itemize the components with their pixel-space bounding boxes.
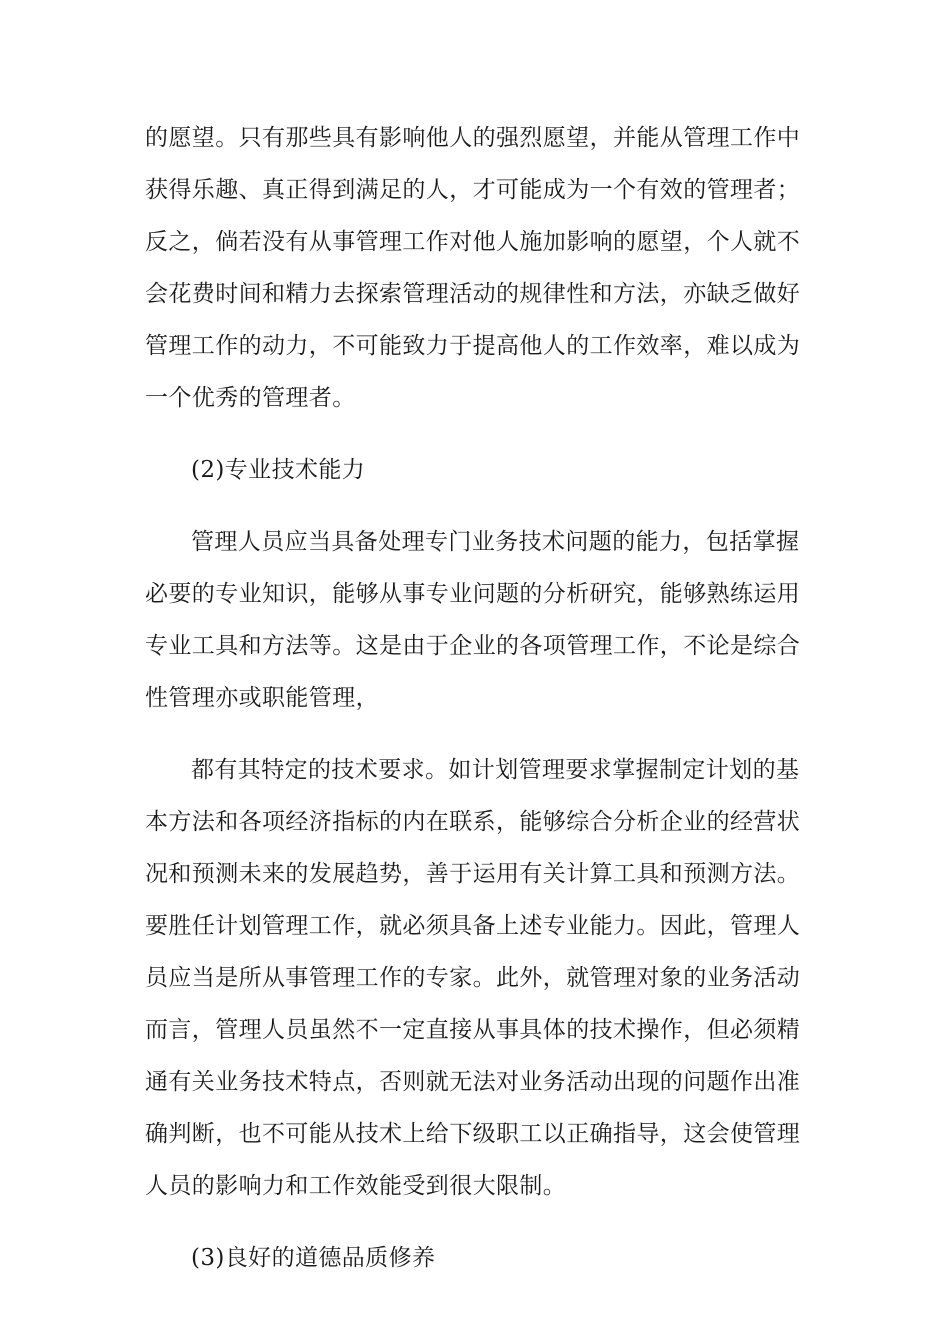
text-line: 会花费时间和精力去探索管理活动的规律性和方法，亦缺乏做好 [145,281,801,307]
text-line: 获得乐趣、真正得到满足的人，才可能成为一个有效的管理者； [145,177,801,203]
text-line: 管理工作的动力，不可能致力于提高他人的工作效率，难以成为 [145,333,801,359]
paragraph-technical-requirements [145,744,810,1212]
text-line: 本方法和各项经济指标的内在联系，能够综合分析企业的经营状 [145,809,801,835]
section-heading-moral-quality: (3)良好的道德品质修养 [191,1245,436,1271]
text-line: 反之，倘若没有从事管理工作对他人施加影响的愿望，个人就不 [145,229,801,255]
text-line: 都有其特定的技术要求。如计划管理要求掌握制定计划的基 [191,757,800,783]
text-line: 的愿望。只有那些具有影响他人的强烈愿望，并能从管理工作中 [145,125,801,151]
text-line: 而言，管理人员虽然不一定直接从事具体的技术操作，但必须精 [145,1017,801,1043]
paragraph-professional-skills [145,516,810,724]
text-line: 要胜任计划管理工作，就必须具备上述专业能力。因此，管理人 [145,913,801,939]
section-heading-professional-skills: (2)专业技术能力 [191,457,366,483]
text-line: 况和预测未来的发展趋势，善于运用有关计算工具和预测方法。 [145,861,801,887]
text-line: 管理人员应当具备处理专门业务技术问题的能力，包括掌握 [191,529,800,555]
text-line: 专业工具和方法等。这是由于企业的各项管理工作，不论是综合 [145,633,801,659]
paragraph-desire [145,112,810,424]
text-line: 通有关业务技术特点，否则就无法对业务活动出现的问题作出准 [145,1069,801,1095]
text-line: 员应当是所从事管理工作的专家。此外，就管理对象的业务活动 [145,965,801,991]
text-line: 性管理亦或职能管理， [145,685,379,711]
document-page [145,112,810,1284]
text-line: 人员的影响力和工作效能受到很大限制。 [145,1173,567,1199]
text-line: 确判断，也不可能从技术上给下级职工以正确指导，这会使管理 [145,1121,801,1147]
text-line: 一个优秀的管理者。 [145,385,356,411]
text-line: 必要的专业知识，能够从事专业问题的分析研究，能够熟练运用 [145,581,801,607]
